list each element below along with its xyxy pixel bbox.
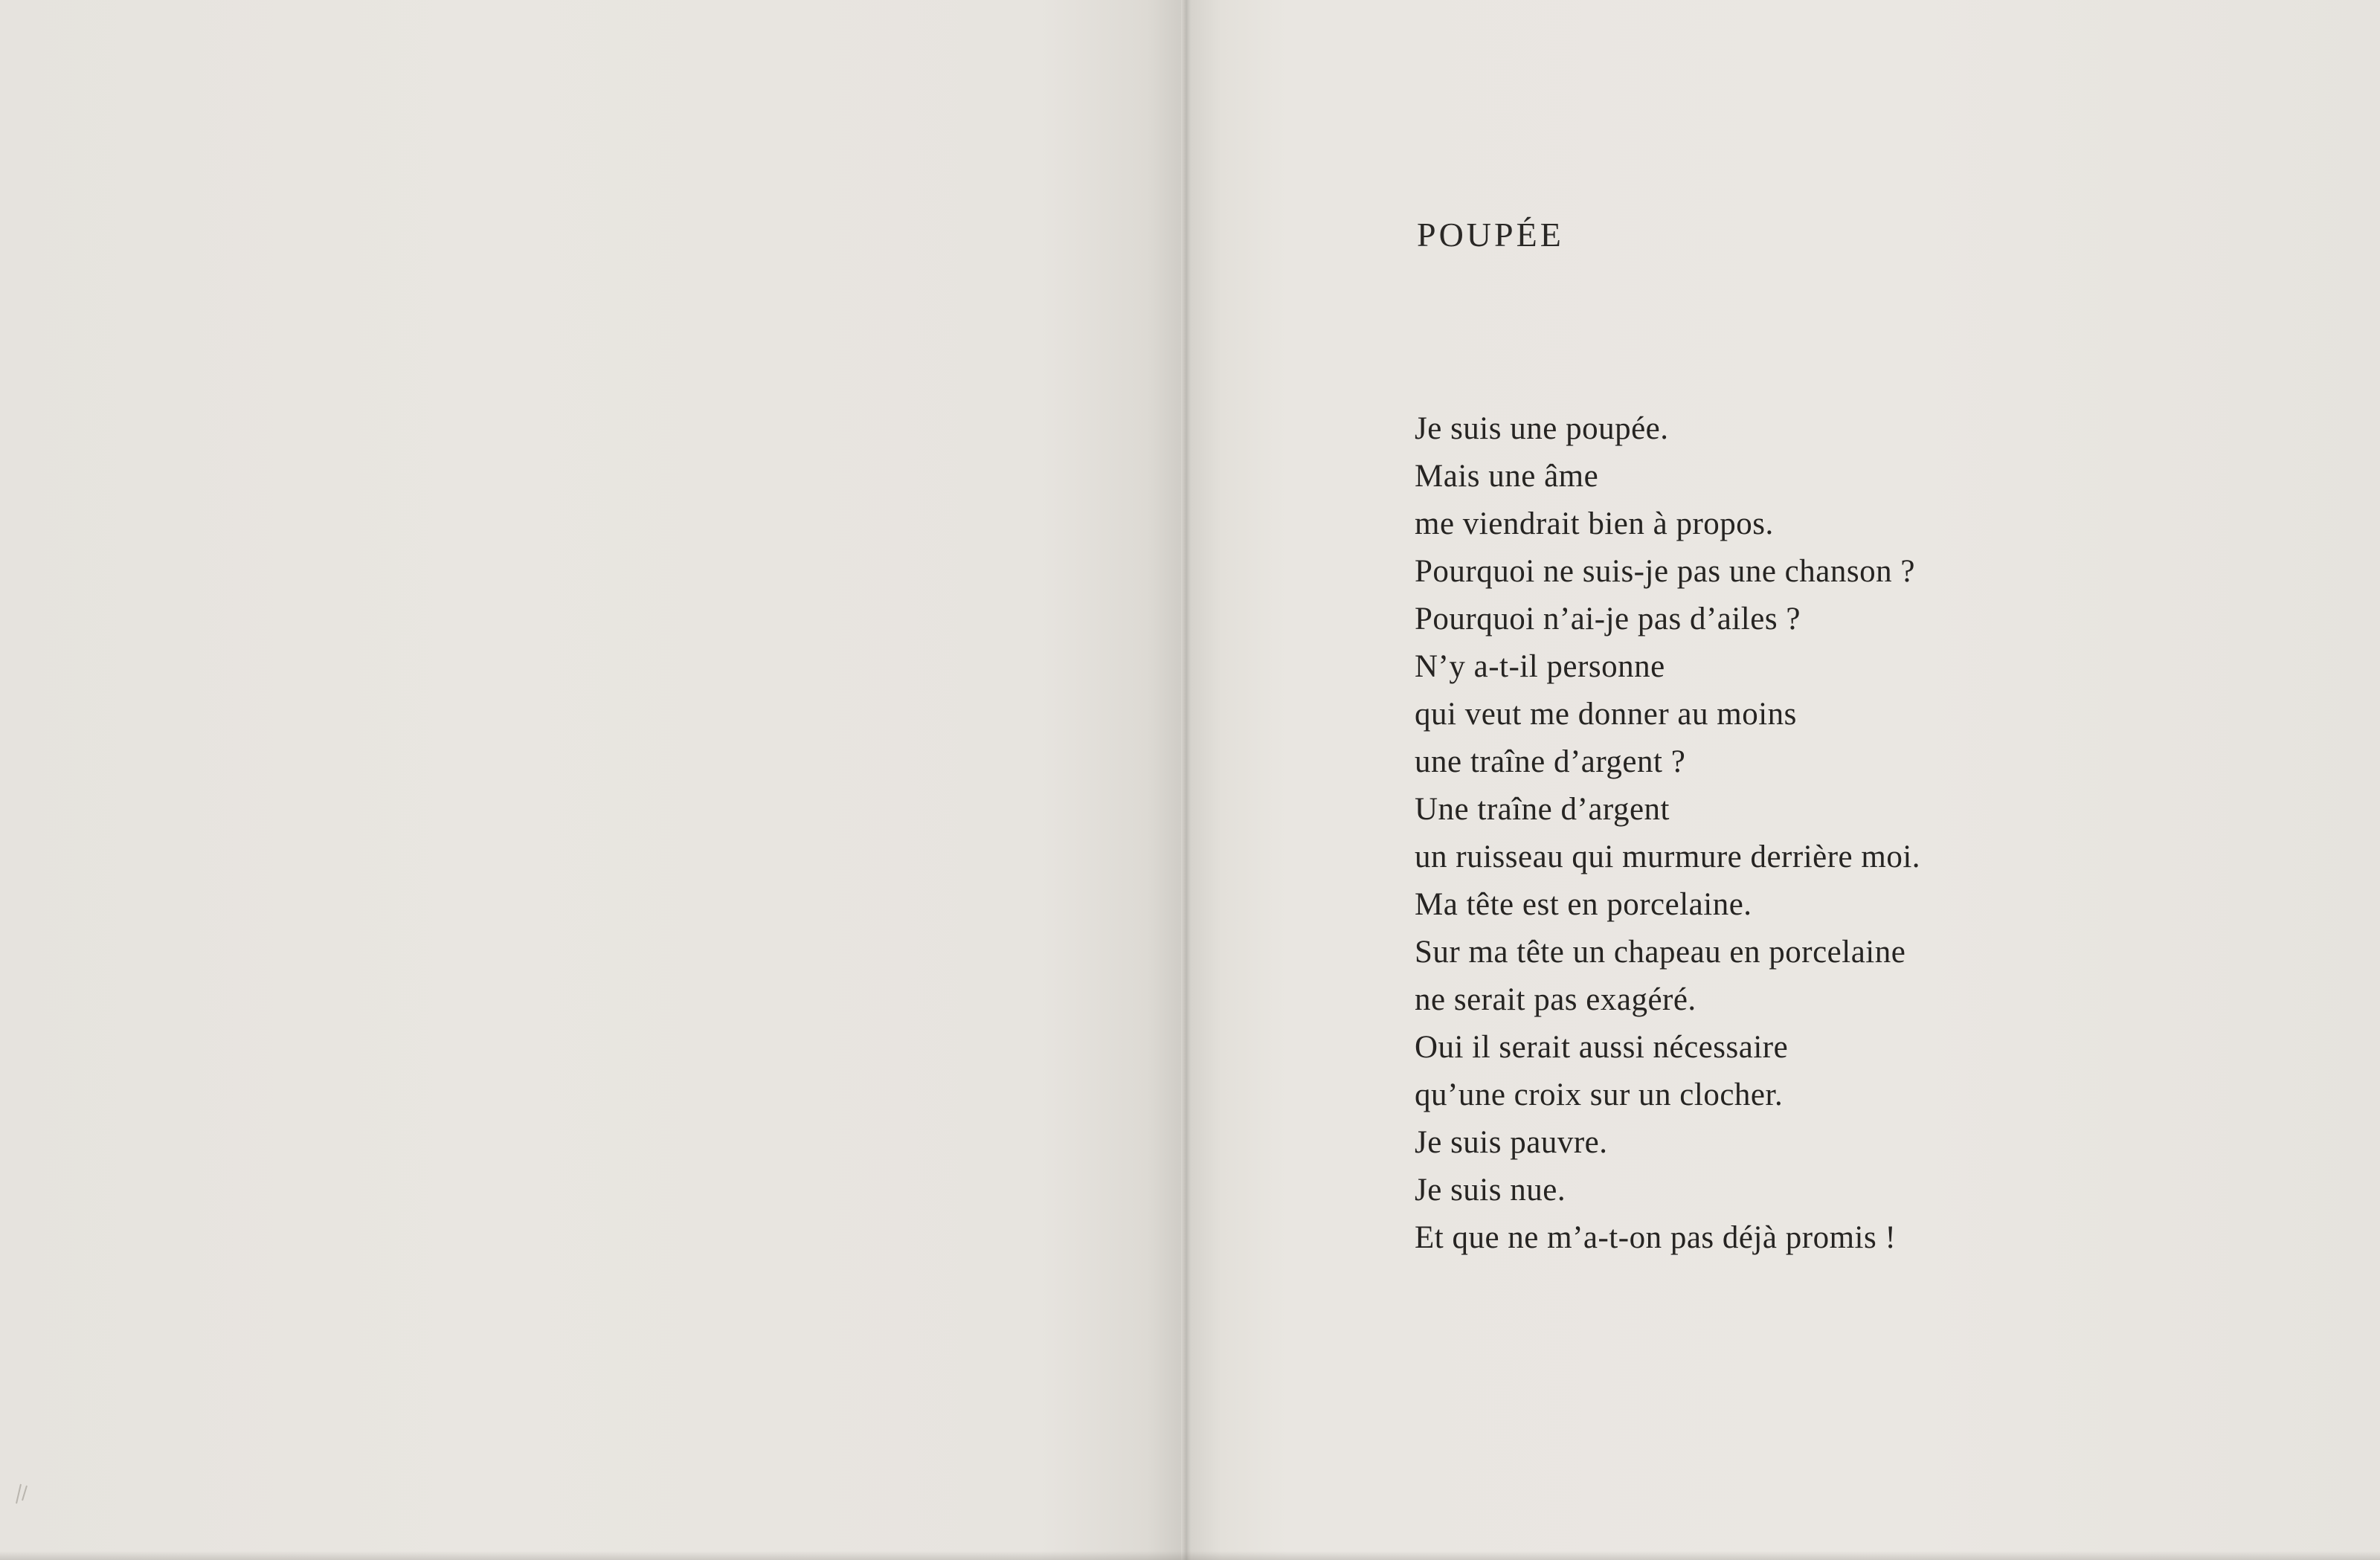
poem-line: N’y a-t-il personne <box>1415 649 1665 684</box>
poem-line: un ruisseau qui murmure derrière moi. <box>1415 839 1921 874</box>
poem-line: Mais une âme <box>1415 459 1599 494</box>
poem-line: Je suis une poupée. <box>1415 411 1669 446</box>
left-page <box>0 0 1183 1560</box>
poem-line: Sur ma tête un chapeau en porcelaine <box>1415 935 1906 970</box>
poem-line: Oui il serait aussi nécessaire <box>1415 1030 1789 1065</box>
poem-line: Ma tête est en porcelaine. <box>1415 887 1752 922</box>
poem-line: une traîne d’argent ? <box>1415 744 1686 779</box>
poem-line: Je suis pauvre. <box>1415 1125 1608 1160</box>
poem-line: me viendrait bien à propos. <box>1415 506 1774 541</box>
poem-line: Pourquoi n’ai-je pas d’ailes ? <box>1415 602 1801 636</box>
poem-line: Une traîne d’argent <box>1415 792 1670 827</box>
pencil-mark <box>12 1478 34 1508</box>
poem-line: Je suis nue. <box>1415 1173 1566 1208</box>
poem-line: qui veut me donner au moins <box>1415 697 1797 732</box>
poem-line: ne serait pas exagéré. <box>1415 982 1696 1017</box>
poem-title: POUPÉE <box>1417 216 1564 254</box>
poem-line: Et que ne m’a-t-on pas déjà promis ! <box>1415 1220 1897 1255</box>
page-bottom-edge <box>0 1551 2380 1560</box>
poem-line: Pourquoi ne suis-je pas une chanson ? <box>1415 554 1915 589</box>
poem-line: qu’une croix sur un clocher. <box>1415 1077 1784 1112</box>
poem-body <box>1415 405 1920 1262</box>
